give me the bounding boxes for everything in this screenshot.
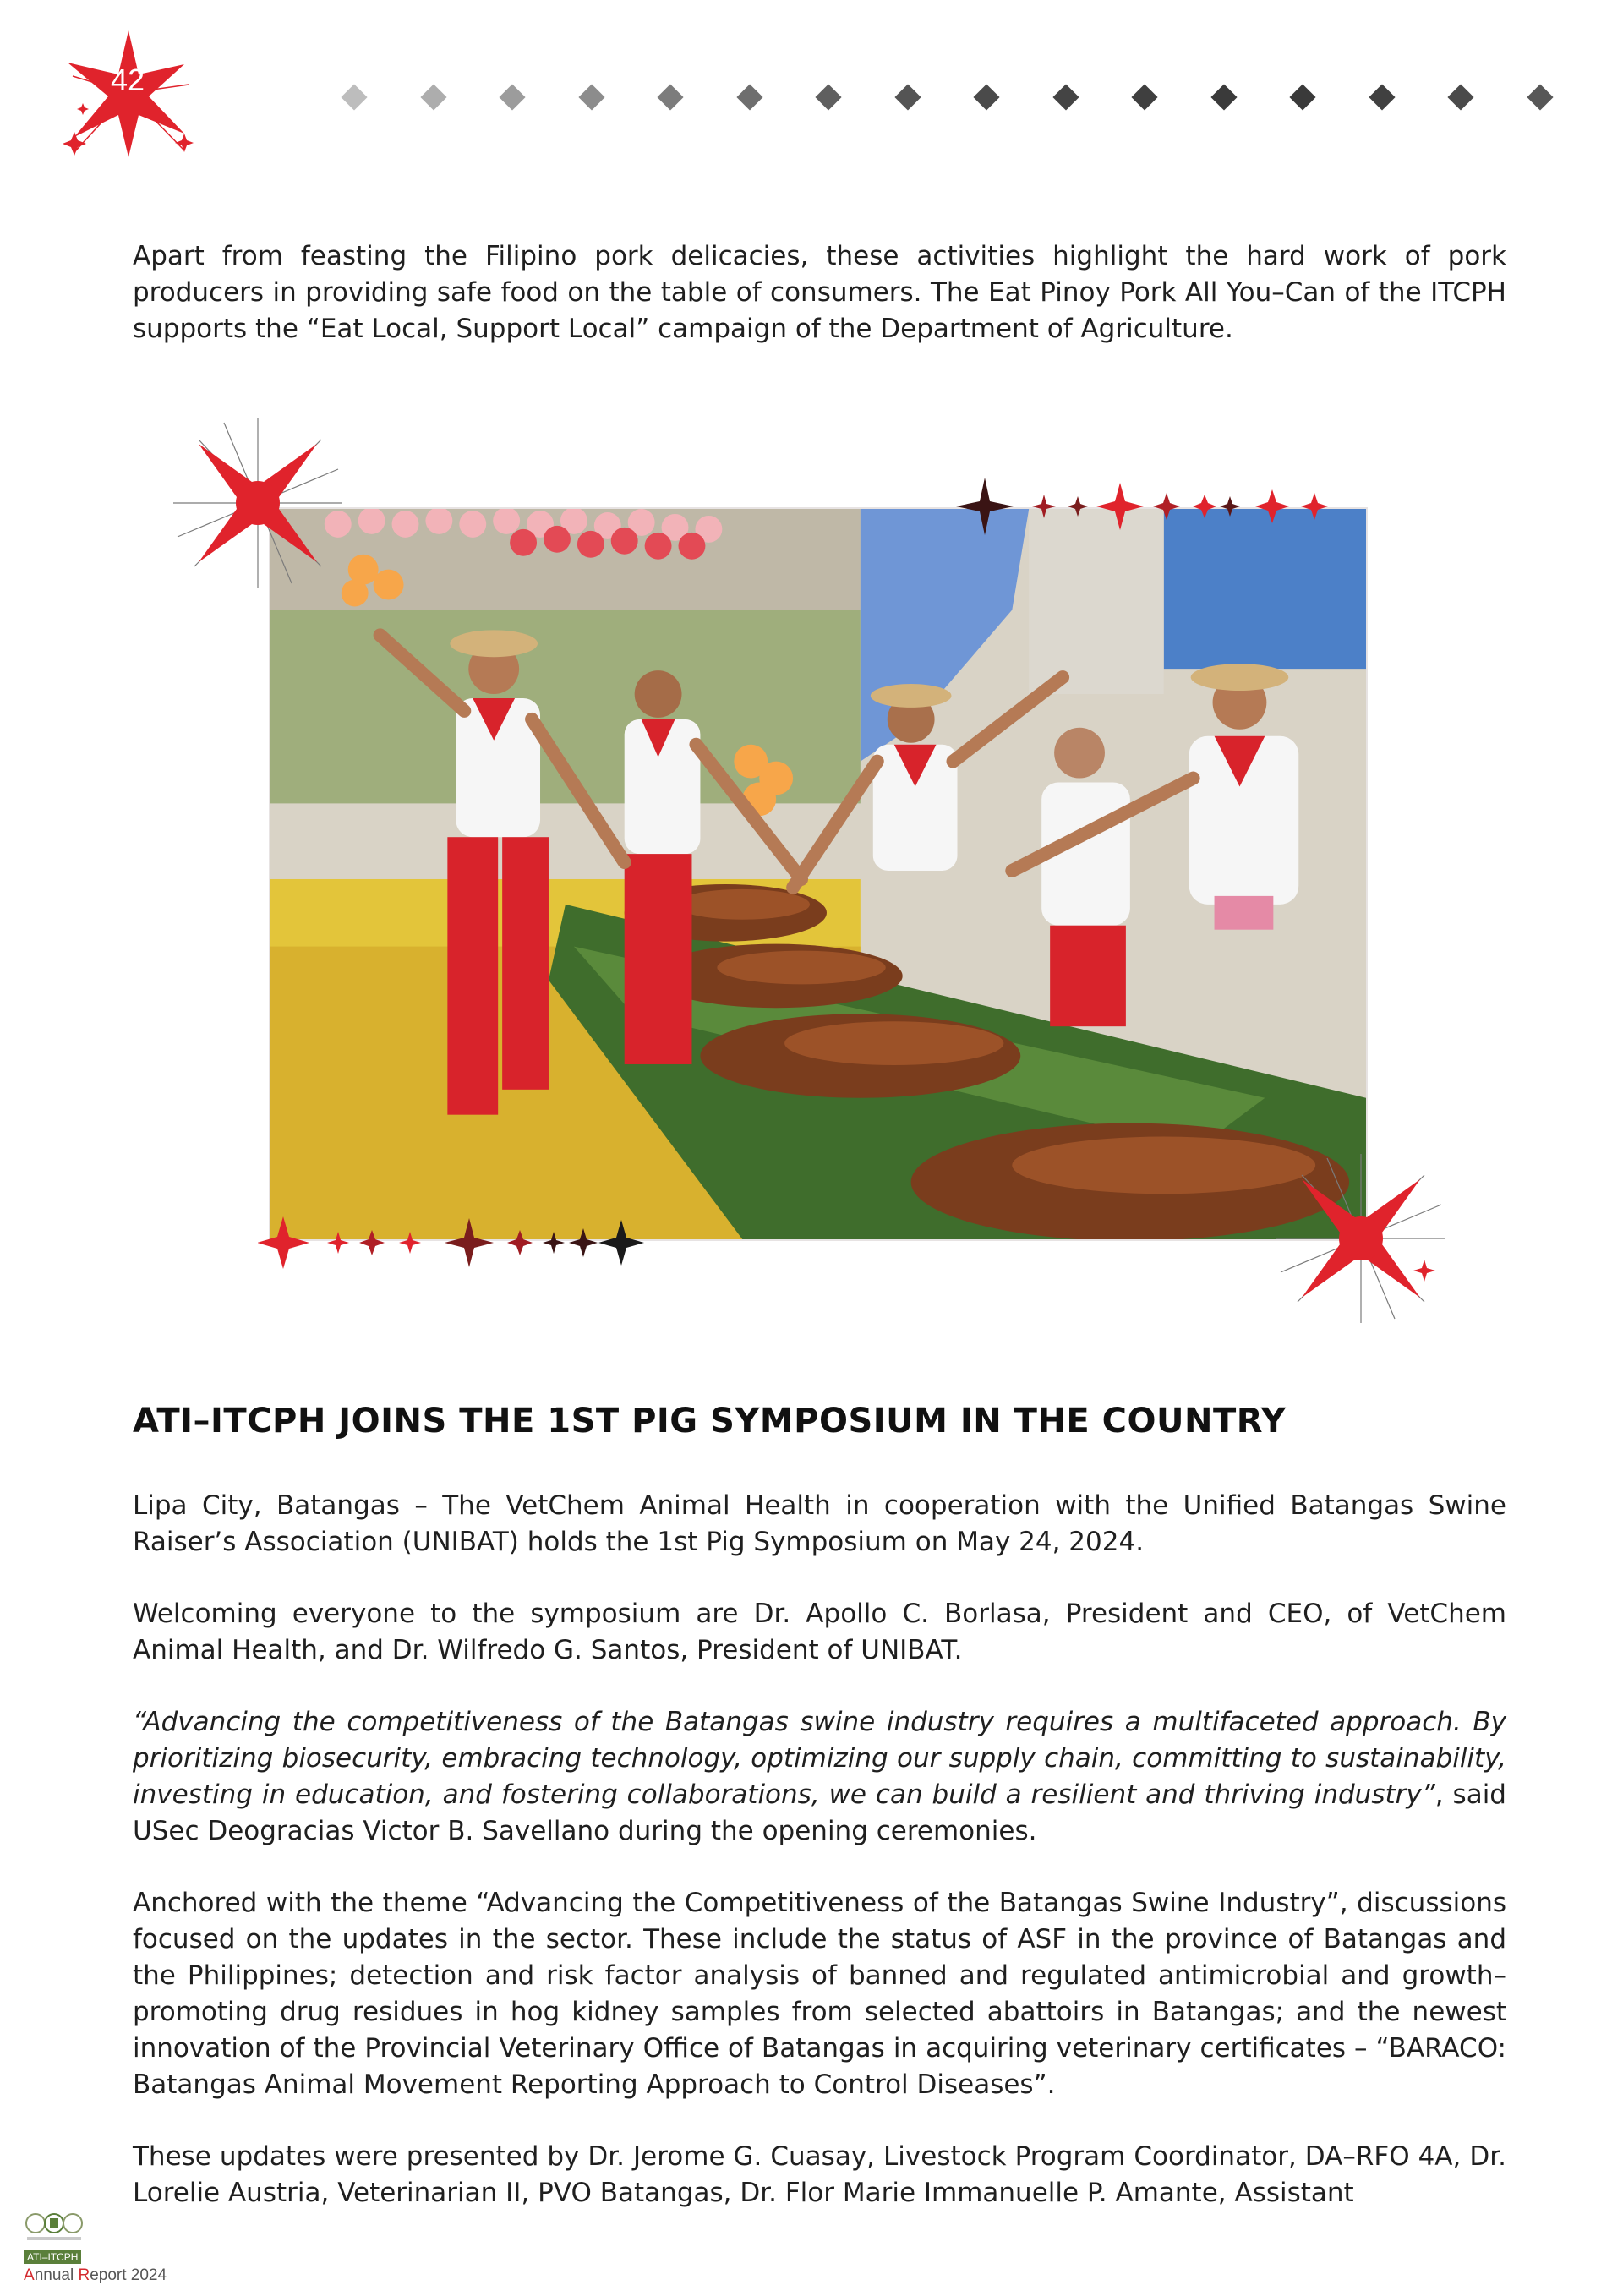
report-text-1: nnual — [34, 2266, 79, 2284]
page-number: 42 — [110, 63, 145, 97]
header-diamond — [815, 84, 841, 110]
header-diamond — [420, 84, 446, 110]
lechon-photo-illustration — [270, 509, 1366, 1239]
header-diamond — [973, 84, 999, 110]
lechon-photo — [269, 507, 1368, 1241]
header-diamond — [1289, 84, 1315, 110]
header-diamond — [657, 84, 683, 110]
quote-text: “Advancing the competitiveness of the Batangas swine industry requires a multifaceted approach. By prioritizing biosecurity, embracing technology, optimizing our supply chain, committing to sustainability, investing in education, and fostering collaborations, we can build a resilient and thriving industry” — [133, 1707, 1506, 1810]
header-diamond — [1369, 84, 1395, 110]
footer-report-label — [24, 2266, 167, 2285]
sparkles-top-icon — [951, 478, 1357, 537]
article-paragraph-1: Lipa City, Batangas – The VetChem Animal Health in cooperation with the Unified Batangas Swine Raiser’s Association (UNIBAT) holds the 1st Pig Symposium on May 24, 2024. — [133, 1490, 1506, 1557]
header-diamond — [499, 84, 525, 110]
header-diamond — [1447, 84, 1473, 110]
article-paragraph-2: Welcoming everyone to the symposium are Dr. Apollo C. Borlasa, President and CEO, of VetChem Animal Health, and Dr. Wilfredo G. Santos, President of UNIBAT. — [133, 1599, 1506, 1665]
sparkles-bottom-icon — [258, 1213, 655, 1272]
footer-org-label: ATI–ITCPH — [24, 2250, 81, 2264]
header-diamond — [1131, 84, 1157, 110]
header-diamond-row — [345, 85, 1579, 110]
report-text-2: eport 2024 — [90, 2266, 167, 2284]
header-diamond — [341, 84, 367, 110]
article-paragraph-5: These updates were presented by Dr. Jerome G. Cuasay, Livestock Program Coordinator, DA–RFO 4A, Dr. Lorelie Austria, Veterinarian II, PVO Batangas, Dr. Flor Marie Immanuelle P. Amante, Assistant — [133, 2141, 1506, 2208]
report-letter-r: R — [78, 2266, 90, 2284]
header-diamond — [578, 84, 604, 110]
burst-top-left-icon — [173, 418, 342, 588]
article-paragraph-3 — [133, 1704, 1506, 1850]
article-heading: ATI–ITCPH JOINS THE 1ST PIG SYMPOSIUM IN THE COUNTRY — [133, 1402, 1287, 1440]
quote-attribution: , said USec Deogracias Victor B. Savellano during the opening ceremonies. — [133, 1779, 1506, 1846]
article-paragraph-4: Anchored with the theme “Advancing the Competitiveness of the Batangas Swine Industry”, discussions focused on the updates in the sector. These include the status of ASF in the province of Batangas and the Philippines; detection and risk factor analysis of banned and regulated antimicrobial and growth–promoting drug residues in hog kidney samples from selected abattoirs in Batangas; and the newest innovation of the Provincial Veterinary Office of Batangas in acquiring veterinary certificates – “BARACO: Batangas Animal Movement Reporting Approach to Control Diseases”. — [133, 1888, 1506, 2100]
intro-paragraph: Apart from feasting the Filipino pork delicacies, these activities highlight the hard work of pork producers in providing safe food on the table of consumers. The Eat Pinoy Pork All You–Can of the ITCPH supports the “Eat Local, Support Local” campaign of the Department of Agriculture. — [133, 241, 1506, 344]
header-diamond — [1527, 84, 1553, 110]
header-diamond — [894, 84, 921, 110]
burst-bottom-right-icon — [1276, 1154, 1445, 1323]
header-diamond — [1210, 84, 1237, 110]
report-letter-a: A — [24, 2266, 35, 2284]
header-diamond — [736, 84, 762, 110]
header-diamond — [1052, 84, 1079, 110]
